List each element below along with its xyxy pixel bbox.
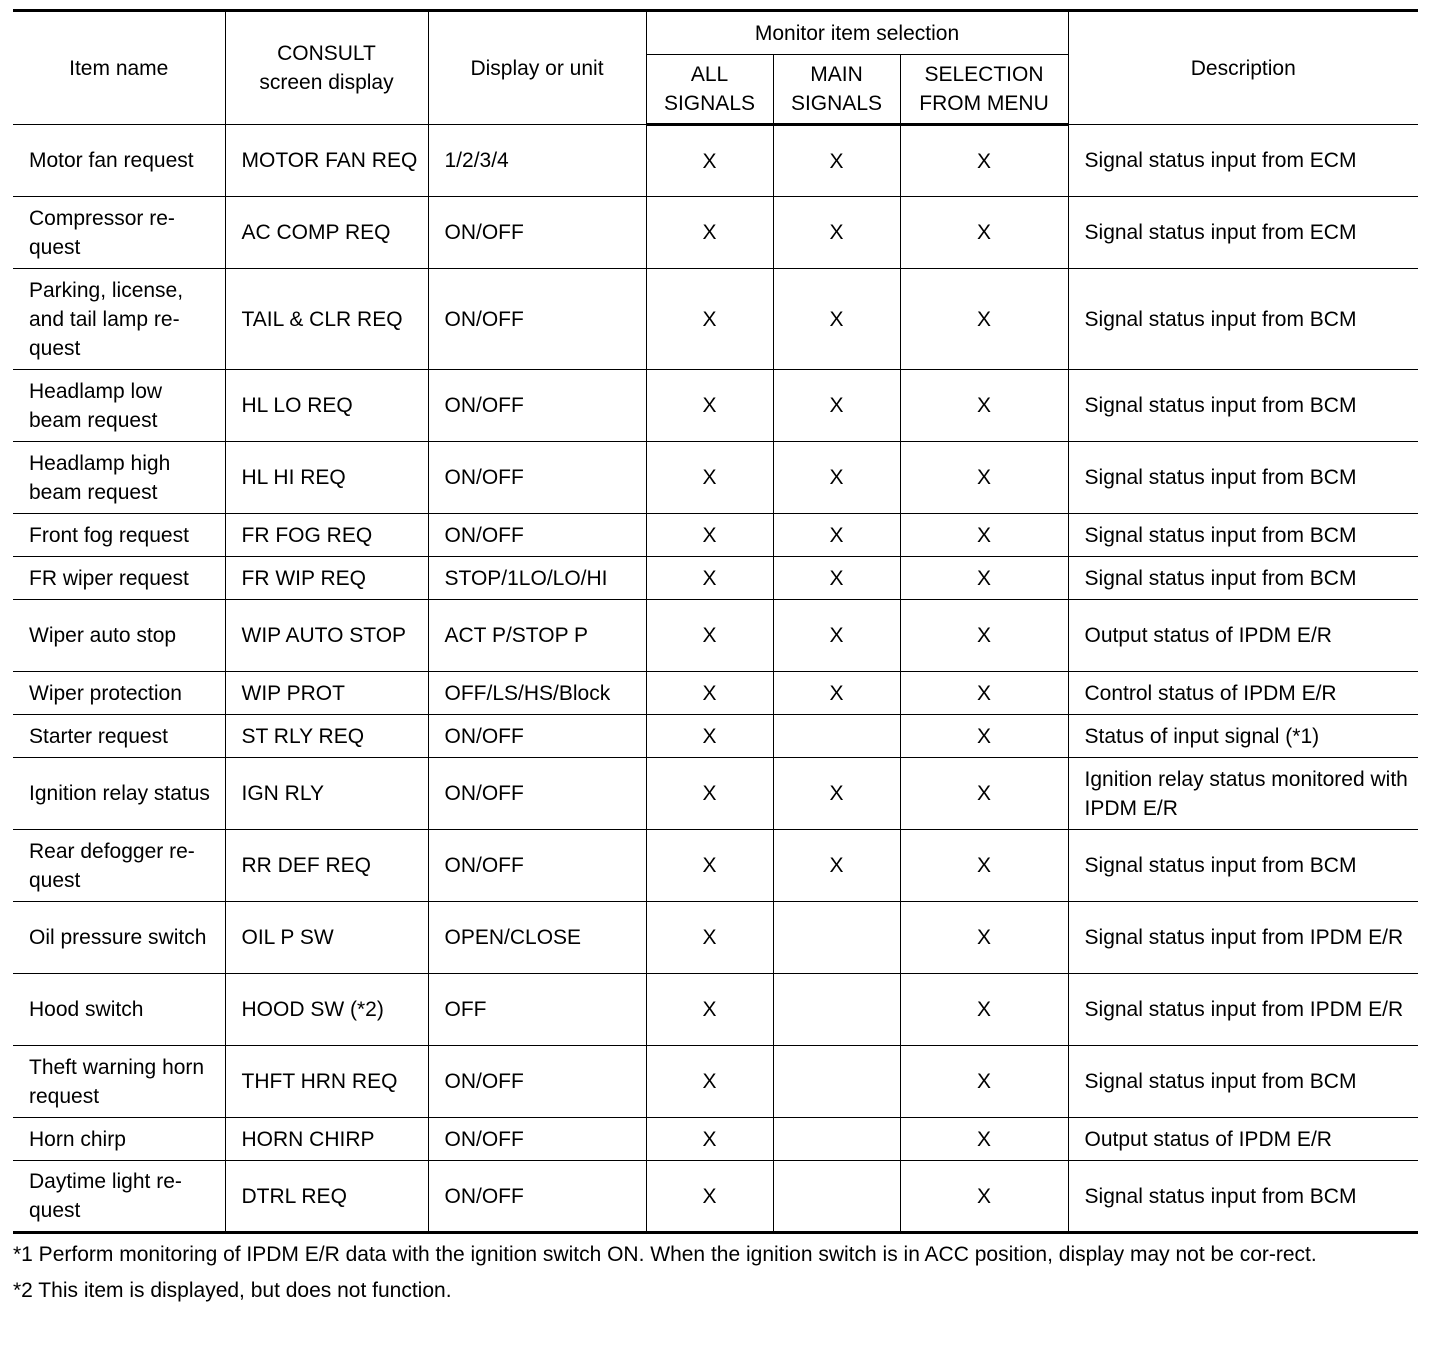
cell-all-signals: X xyxy=(646,600,773,672)
cell-consult-display: MOTOR FAN REQ xyxy=(225,125,428,197)
cell-all-signals: X xyxy=(646,830,773,902)
cell-main-signals: X xyxy=(773,370,900,442)
cell-selection-from-menu: X xyxy=(900,442,1068,514)
cell-main-signals: X xyxy=(773,672,900,715)
cell-item-name: Compressor re-quest xyxy=(13,197,225,269)
cell-main-signals xyxy=(773,715,900,758)
cell-all-signals: X xyxy=(646,125,773,197)
cell-item-name: Theft warning horn request xyxy=(13,1046,225,1118)
cell-display-unit: ON/OFF xyxy=(428,370,646,442)
cell-all-signals: X xyxy=(646,672,773,715)
table-row xyxy=(13,370,1418,442)
cell-consult-display: WIP PROT xyxy=(225,672,428,715)
cell-description: Signal status input from BCM xyxy=(1068,370,1418,442)
cell-display-unit: 1/2/3/4 xyxy=(428,125,646,197)
cell-selection-from-menu: X xyxy=(900,758,1068,830)
header-consult-line-2: screen display xyxy=(259,71,394,94)
cell-main-signals: X xyxy=(773,197,900,269)
cell-item-name: Motor fan request xyxy=(13,125,225,197)
header-menu-line-2: FROM MENU xyxy=(919,92,1049,115)
cell-selection-from-menu: X xyxy=(900,902,1068,974)
cell-all-signals: X xyxy=(646,442,773,514)
header-consult-line-1: CONSULT xyxy=(277,42,376,65)
cell-description: Signal status input from BCM xyxy=(1068,1161,1418,1233)
cell-item-name: Daytime light re-quest xyxy=(13,1161,225,1233)
cell-selection-from-menu: X xyxy=(900,600,1068,672)
cell-selection-from-menu: X xyxy=(900,125,1068,197)
cell-display-unit: ON/OFF xyxy=(428,758,646,830)
cell-main-signals xyxy=(773,974,900,1046)
table-row xyxy=(13,557,1418,600)
cell-display-unit: ON/OFF xyxy=(428,442,646,514)
table-row xyxy=(13,269,1418,370)
cell-item-name: Hood switch xyxy=(13,974,225,1046)
cell-display-unit: OFF xyxy=(428,974,646,1046)
cell-display-unit: ON/OFF xyxy=(428,1161,646,1233)
cell-selection-from-menu: X xyxy=(900,557,1068,600)
cell-item-name: Starter request xyxy=(13,715,225,758)
cell-item-name: Horn chirp xyxy=(13,1118,225,1161)
cell-description: Signal status input from ECM xyxy=(1068,125,1418,197)
table-row xyxy=(13,672,1418,715)
cell-consult-display: FR FOG REQ xyxy=(225,514,428,557)
header-main-signals xyxy=(773,55,900,125)
cell-item-name: Wiper protection xyxy=(13,672,225,715)
cell-consult-display: HOOD SW (*2) xyxy=(225,974,428,1046)
table-row xyxy=(13,514,1418,557)
cell-item-name: Rear defogger re-quest xyxy=(13,830,225,902)
header-main-line-1: MAIN xyxy=(810,63,863,86)
cell-all-signals: X xyxy=(646,557,773,600)
cell-all-signals: X xyxy=(646,758,773,830)
cell-description: Signal status input from BCM xyxy=(1068,830,1418,902)
cell-consult-display: HL HI REQ xyxy=(225,442,428,514)
cell-description: Output status of IPDM E/R xyxy=(1068,1118,1418,1161)
cell-all-signals: X xyxy=(646,1118,773,1161)
header-item-name: Item name xyxy=(13,11,225,125)
cell-description: Signal status input from IPDM E/R xyxy=(1068,902,1418,974)
cell-main-signals xyxy=(773,902,900,974)
cell-item-name: Oil pressure switch xyxy=(13,902,225,974)
table-row xyxy=(13,1161,1418,1233)
cell-main-signals: X xyxy=(773,830,900,902)
cell-consult-display: FR WIP REQ xyxy=(225,557,428,600)
cell-main-signals xyxy=(773,1046,900,1118)
cell-description: Signal status input from IPDM E/R xyxy=(1068,974,1418,1046)
cell-all-signals: X xyxy=(646,1161,773,1233)
cell-main-signals: X xyxy=(773,442,900,514)
table-row xyxy=(13,442,1418,514)
cell-consult-display: RR DEF REQ xyxy=(225,830,428,902)
cell-item-name: Wiper auto stop xyxy=(13,600,225,672)
cell-consult-display: ST RLY REQ xyxy=(225,715,428,758)
cell-all-signals: X xyxy=(646,902,773,974)
cell-item-name: Headlamp high beam request xyxy=(13,442,225,514)
cell-display-unit: OFF/LS/HS/Block xyxy=(428,672,646,715)
cell-consult-display: HL LO REQ xyxy=(225,370,428,442)
header-selection-from-menu xyxy=(900,55,1068,125)
cell-item-name: Headlamp low beam request xyxy=(13,370,225,442)
cell-description: Signal status input from BCM xyxy=(1068,269,1418,370)
cell-selection-from-menu: X xyxy=(900,715,1068,758)
cell-consult-display: THFT HRN REQ xyxy=(225,1046,428,1118)
cell-description: Signal status input from ECM xyxy=(1068,197,1418,269)
footnote-1: *1 Perform monitoring of IPDM E/R data with the ignition switch ON. When the ignition switch is in ACC position, display may not be cor-rect. xyxy=(13,1243,1317,1266)
header-menu-line-1: SELECTION xyxy=(924,63,1044,86)
cell-main-signals: X xyxy=(773,125,900,197)
cell-all-signals: X xyxy=(646,514,773,557)
cell-selection-from-menu: X xyxy=(900,672,1068,715)
cell-display-unit: STOP/1LO/LO/HI xyxy=(428,557,646,600)
cell-description: Signal status input from BCM xyxy=(1068,514,1418,557)
cell-main-signals: X xyxy=(773,557,900,600)
table-row xyxy=(13,902,1418,974)
table-row xyxy=(13,600,1418,672)
cell-consult-display: AC COMP REQ xyxy=(225,197,428,269)
cell-selection-from-menu: X xyxy=(900,974,1068,1046)
header-all-line-2: SIGNALS xyxy=(663,92,756,115)
footnotes xyxy=(13,1239,1418,1311)
cell-main-signals: X xyxy=(773,514,900,557)
cell-all-signals: X xyxy=(646,370,773,442)
cell-consult-display: HORN CHIRP xyxy=(225,1118,428,1161)
cell-description: Signal status input from BCM xyxy=(1068,557,1418,600)
cell-description: Ignition relay status monitored with IPDM E/R xyxy=(1068,758,1418,830)
cell-selection-from-menu: X xyxy=(900,830,1068,902)
cell-selection-from-menu: X xyxy=(900,269,1068,370)
cell-display-unit: ON/OFF xyxy=(428,269,646,370)
cell-display-unit: ACT P/STOP P xyxy=(428,600,646,672)
table-row xyxy=(13,715,1418,758)
cell-description: Signal status input from BCM xyxy=(1068,1046,1418,1118)
header-all-signals xyxy=(646,55,773,125)
monitor-item-table xyxy=(13,9,1418,1234)
cell-display-unit: ON/OFF xyxy=(428,1118,646,1161)
cell-main-signals xyxy=(773,1161,900,1233)
cell-item-name: Front fog request xyxy=(13,514,225,557)
cell-all-signals: X xyxy=(646,197,773,269)
cell-main-signals: X xyxy=(773,758,900,830)
table-row xyxy=(13,758,1418,830)
cell-main-signals xyxy=(773,1118,900,1161)
table-row xyxy=(13,1118,1418,1161)
cell-main-signals: X xyxy=(773,269,900,370)
table-row xyxy=(13,974,1418,1046)
cell-display-unit: ON/OFF xyxy=(428,830,646,902)
cell-selection-from-menu: X xyxy=(900,197,1068,269)
cell-selection-from-menu: X xyxy=(900,1046,1068,1118)
table-row xyxy=(13,197,1418,269)
cell-item-name: Ignition relay status xyxy=(13,758,225,830)
cell-display-unit: ON/OFF xyxy=(428,1046,646,1118)
header-consult-display xyxy=(225,11,428,125)
cell-consult-display: TAIL & CLR REQ xyxy=(225,269,428,370)
header-all-line-1: ALL xyxy=(690,63,729,86)
cell-all-signals: X xyxy=(646,269,773,370)
cell-all-signals: X xyxy=(646,974,773,1046)
cell-display-unit: OPEN/CLOSE xyxy=(428,902,646,974)
cell-all-signals: X xyxy=(646,715,773,758)
cell-display-unit: ON/OFF xyxy=(428,715,646,758)
header-display-unit: Display or unit xyxy=(428,11,646,125)
cell-consult-display: WIP AUTO STOP xyxy=(225,600,428,672)
cell-selection-from-menu: X xyxy=(900,514,1068,557)
cell-display-unit: ON/OFF xyxy=(428,197,646,269)
cell-consult-display: IGN RLY xyxy=(225,758,428,830)
cell-display-unit: ON/OFF xyxy=(428,514,646,557)
table-row xyxy=(13,1046,1418,1118)
cell-selection-from-menu: X xyxy=(900,1161,1068,1233)
cell-item-name: FR wiper request xyxy=(13,557,225,600)
cell-description: Control status of IPDM E/R xyxy=(1068,672,1418,715)
cell-selection-from-menu: X xyxy=(900,370,1068,442)
header-monitor-item-selection: Monitor item selection xyxy=(646,11,1068,55)
cell-description: Output status of IPDM E/R xyxy=(1068,600,1418,672)
cell-all-signals: X xyxy=(646,1046,773,1118)
cell-description: Signal status input from BCM xyxy=(1068,442,1418,514)
footnote-2: *2 This item is displayed, but does not function. xyxy=(13,1279,452,1302)
header-main-line-2: SIGNALS xyxy=(790,92,883,115)
cell-description: Status of input signal (*1) xyxy=(1068,715,1418,758)
table-row xyxy=(13,125,1418,197)
cell-consult-display: DTRL REQ xyxy=(225,1161,428,1233)
cell-main-signals: X xyxy=(773,600,900,672)
cell-selection-from-menu: X xyxy=(900,1118,1068,1161)
table-row xyxy=(13,830,1418,902)
cell-consult-display: OIL P SW xyxy=(225,902,428,974)
header-description: Description xyxy=(1068,11,1418,125)
cell-item-name: Parking, license, and tail lamp re-quest xyxy=(13,269,225,370)
